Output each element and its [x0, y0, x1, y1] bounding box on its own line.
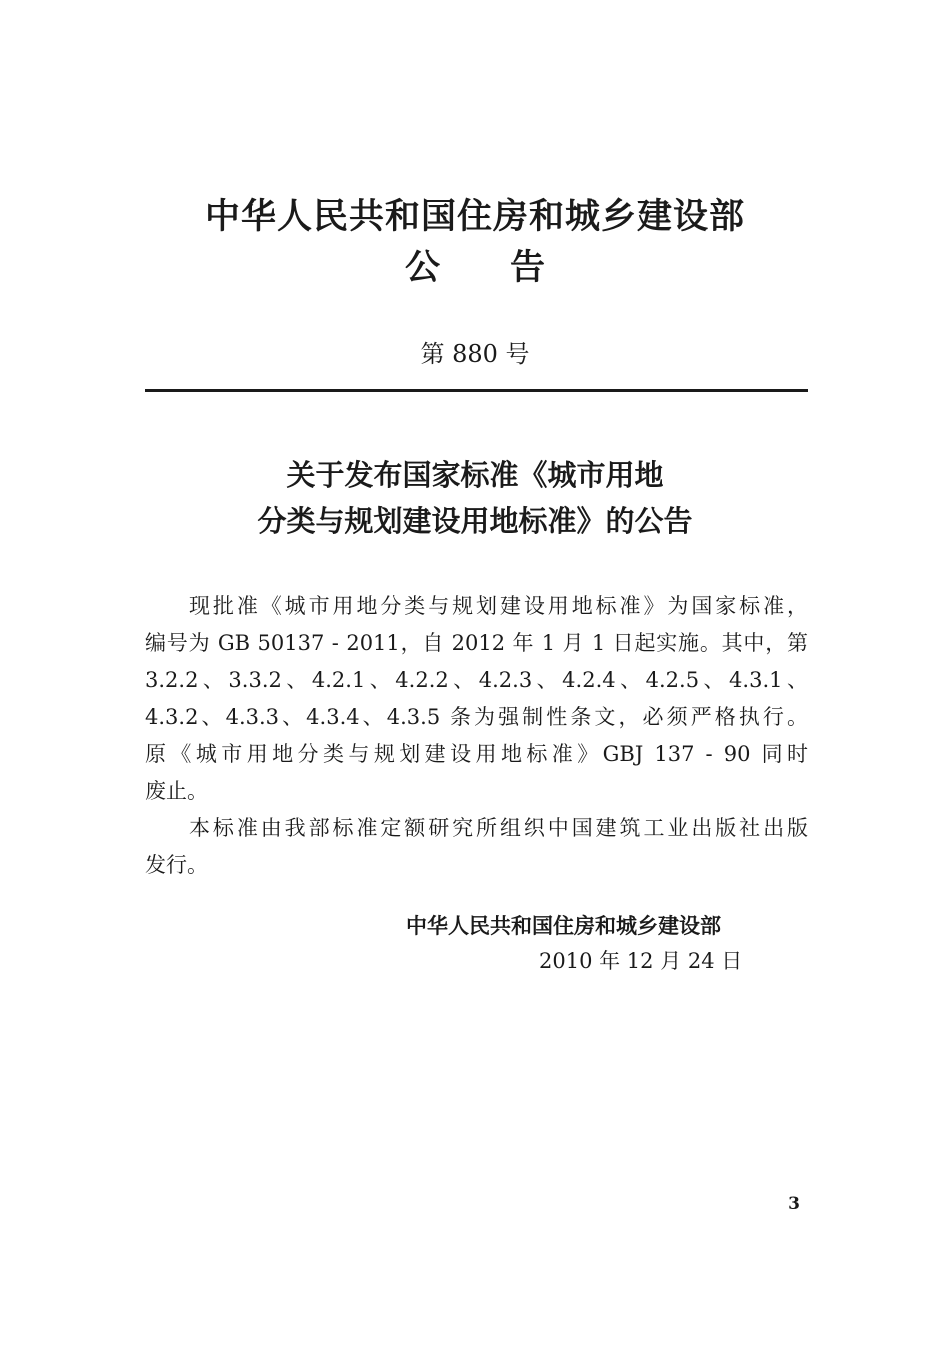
signature-organization: 中华人民共和国住房和城乡建设部: [406, 914, 721, 938]
paragraph-2-line: 本标准由我部标准定额研究所组织中国建筑工业出版社出版: [189, 816, 808, 840]
issuer-heading: 中华人民共和国住房和城乡建设部: [204, 197, 745, 237]
body-paragraph-2: [145, 810, 808, 884]
paragraph-1-line: 原《城市用地分类与规划建设用地标准》GBJ 137 - 90 同时: [145, 742, 808, 766]
page-number: 3: [788, 1194, 800, 1214]
paragraph-1-line: 3.2.2、3.3.2、4.2.1、4.2.2、4.2.3、4.2.4、4.2.5、4.3.1、: [145, 668, 808, 692]
header-divider: [145, 389, 808, 392]
document-title: [0, 452, 950, 544]
notice-number: 第 880 号: [420, 340, 530, 368]
paragraph-1-line: 废止。: [145, 779, 208, 803]
signature-date: 2010 年 12 月 24 日: [539, 949, 743, 973]
paragraph-1-line: 4.3.2、4.3.3、4.3.4、4.3.5 条为强制性条文，必须严格执行。: [145, 705, 808, 729]
document-title-line-2: 分类与规划建设用地标准》的公告: [257, 504, 693, 538]
paragraph-1-line: 现批准《城市用地分类与规划建设用地标准》为国家标准，: [189, 594, 808, 618]
body-paragraph-1: [145, 588, 808, 810]
paragraph-1-line: 编号为 GB 50137 - 2011，自 2012 年 1 月 1 日起实施。其中，第: [145, 631, 808, 655]
notice-heading: 公告: [404, 248, 615, 288]
document-body: [145, 588, 808, 884]
paragraph-2-line: 发行。: [145, 853, 208, 877]
document-title-line-1: 关于发布国家标准《城市用地: [286, 458, 664, 492]
